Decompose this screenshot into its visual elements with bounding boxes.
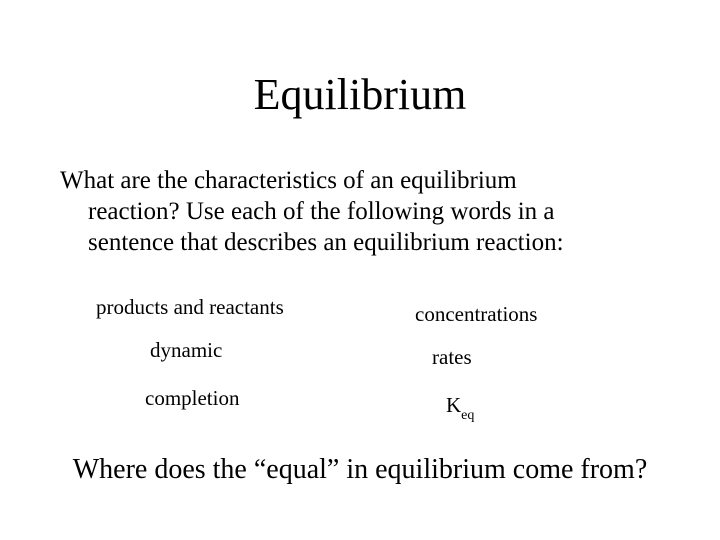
question-line-2: reaction? Use each of the following words in a — [88, 198, 555, 225]
word-k-eq — [446, 393, 474, 421]
word-dynamic: dynamic — [150, 338, 223, 362]
word-products-and-reactants: products and reactants — [96, 295, 284, 319]
question-text — [60, 165, 660, 258]
slide-title: Equilibrium — [253, 70, 467, 119]
question-line-3: sentence that describes an equilibrium reaction: — [88, 229, 564, 256]
word-rates: rates — [432, 345, 472, 369]
question-line-1: What are the characteristics of an equilibrium — [60, 167, 517, 194]
word-concentrations: concentrations — [415, 302, 538, 326]
word-completion: completion — [145, 386, 240, 410]
k-eq-subscript: eq — [461, 408, 475, 423]
k-eq-base: K — [446, 393, 462, 417]
closing-question: Where does the “equal” in equilibrium come from? — [72, 454, 648, 485]
